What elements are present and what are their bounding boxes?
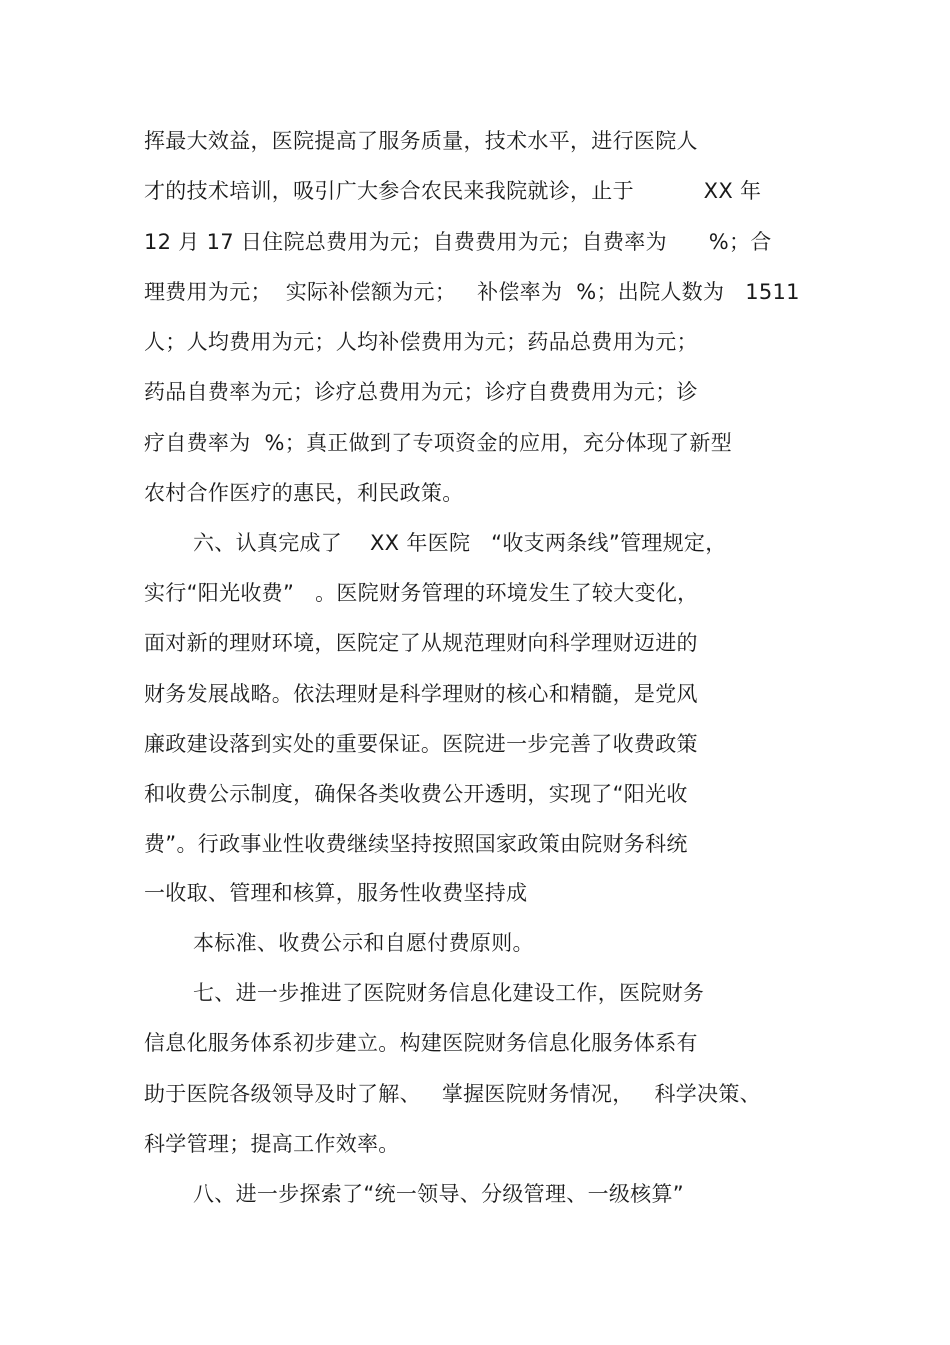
text-line-10: 实行“阳光收费” 。医院财务管理的环境发生了较大变化， [144,581,699,605]
text-line-9: 六、认真完成了 XX 年医院 “收支两条线”管理规定， [193,531,727,555]
text-line-20: 助于医院各级领导及时了解、 掌握医院财务情况， 科学决策、 [144,1082,761,1106]
text-line-15: 费”。行政事业性收费继续坚持按照国家政策由院财务科统 [144,832,688,856]
text-line-3: 12 月 17 日住院总费用为元；自费费用为元；自费率为 %；合 [144,230,772,254]
text-line-19: 信息化服务体系初步建立。构建医院财务信息化服务体系有 [144,1031,698,1055]
text-line-1: 挥最大效益，医院提高了服务质量，技术水平，进行医院人 [144,129,698,153]
text-line-7: 疗自费率为 %；真正做到了专项资金的应用，充分体现了新型 [144,431,733,455]
text-line-13: 廉政建设落到实处的重要保证。医院进一步完善了收费政策 [144,732,698,756]
text-line-14: 和收费公示制度，确保各类收费公开透明，实现了“阳光收 [144,782,688,806]
text-line-21: 科学管理；提高工作效率。 [144,1132,400,1156]
text-line-4: 理费用为元； 实际补偿额为元； 补偿率为 %；出院人数为 1511 [144,280,800,304]
text-line-16: 一收取、管理和核算，服务性收费坚持成 [144,881,528,905]
text-line-2: 才的技术培训，吸引广大参合农民来我院就诊，止于 XX 年 [144,179,762,203]
text-line-5: 人；人均费用为元；人均补偿费用为元；药品总费用为元； [144,330,698,354]
text-line-18: 七、进一步推进了医院财务信息化建设工作，医院财务 [193,981,705,1005]
text-line-8: 农村合作医疗的惠民，利民政策。 [144,481,464,505]
text-line-17: 本标准、收费公示和自愿付费原则。 [193,931,534,955]
text-line-22: 八、进一步探索了“统一领导、分级管理、一级核算” [193,1182,684,1206]
text-line-12: 财务发展战略。依法理财是科学理财的核心和精髓，是党风 [144,682,698,706]
text-line-6: 药品自费率为元；诊疗总费用为元；诊疗自费费用为元；诊 [144,380,698,404]
text-line-11: 面对新的理财环境，医院定了从规范理财向科学理财迈进的 [144,631,698,655]
